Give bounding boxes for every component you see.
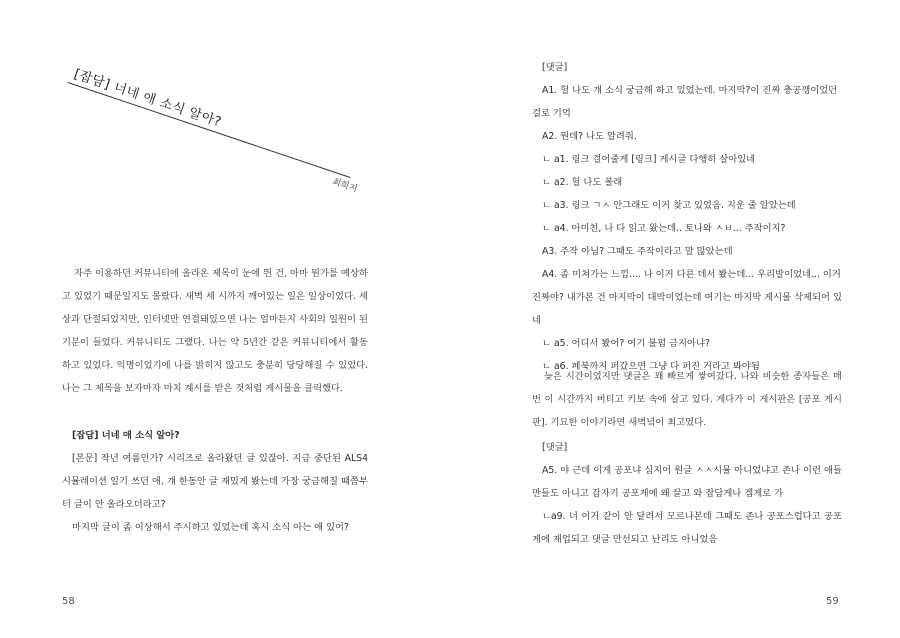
reply-arrow-icon: ㄴ [542, 177, 551, 188]
post-body-2: 마지막 글이 좀 이상해서 주시하고 있었는데 혹시 소식 아는 애 있어? [72, 522, 349, 533]
comment-reply: ㄴ a1. 링크 걸어줄게 [링크] 게시글 다행히 살아있네 [542, 154, 756, 165]
comment-reply: ㄴa9. 너 이거 같이 안 달려서 모르나본데 그때도 존나 공포스럽다고 공포게에 재업되고 댓글 만선되고 난리도 아니었음 [532, 511, 842, 545]
comment: A5. 야 근데 이게 공포냐 심지어 원글 ㅅㅅ시뮬 아니었냐고 존나 이런 애들 만들도 아니고 갑자기 공포게에 왜 끌고 와 잡담게나 겜게로 가 [532, 465, 842, 499]
reply-arrow-icon: ㄴ [542, 511, 551, 522]
author-name: 최희지 [330, 177, 359, 195]
page-number-left: 58 [62, 596, 75, 607]
comment: A3. 주작 아님? 그때도 주작이라고 말 많았는데 [542, 246, 733, 257]
reply-arrow-icon: ㄴ [542, 223, 551, 234]
forum-post [62, 424, 368, 539]
post-body: [본문] 작년 여름인가? 시리즈로 올라왔던 글 있잖아. 지금 중단된 ALS4 시뮬레이션 일기 쓰던 애. 걔 한동안 글 재밌게 봤는데 가장 궁금해질 때쯤부터 글이 안 올라오더라고? [62, 453, 368, 510]
right-body-paragraph: 늦은 시간이었지만 댓글은 꽤 빠르게 쌓여갔다. 나와 비슷한 종자들은 매번 이 시간까지 버티고 키보 속에 살고 있다. 게다가 이 게시판은 [공포 게시판]. 기묘한 이야기라면 새벽녘이 최고였다. [532, 371, 842, 429]
post-title: [잡담] 너네 애 소식 알아? [72, 430, 180, 441]
comment: A2. 뭔데? 나도 알려줘. [542, 131, 637, 142]
reply-arrow-icon: ㄴ [542, 361, 551, 372]
left-body-paragraph: 자주 이용하던 커뮤니티에 올라온 제목이 눈에 띈 건, 아마 뭔가를 예상하고 있었기 때문일지도 몰랐다. 새벽 세 시까지 깨어있는 일은 일상이었다. 세상과 단절되었지만, 인터넷만 연결돼있으면 나는 얼마든지 사회의 일원이 된 기분이 들었다. 커뮤니티도 그랬다. 나는 약 5년간 같은 커뮤니티에서 활동하고 있었다. 익명이었기에 나를 밝히지 않고도 충분히 당당해질 수 있었다. 나는 그 제목을 보자마자 마치 계시를 받은 것처럼 게시물을 클릭했다. [62, 268, 368, 394]
comments-section-2 [532, 436, 842, 551]
page-number-right: 59 [826, 596, 839, 607]
comment-reply: ㄴ a3. 링크 ㄱㅅ 안그래도 이거 찾고 있었음. 지운 줄 알았는데 [542, 200, 796, 211]
comment-reply: ㄴ a2. 헐 나도 볼래 [542, 177, 623, 188]
chapter-title: [잡담] 너네 애 소식 알아? [72, 66, 224, 131]
comment: A1. 헐 나도 걔 소식 궁금해 하고 있었는데. 마지막?이 진짜 충공깽이었던 걸로 기억 [532, 85, 838, 119]
comments-section-1 [532, 56, 842, 378]
comment-reply: ㄴ a6. 페북까지 퍼갔으면 그냥 다 퍼진 거라고 봐야됨 [542, 361, 760, 372]
title-diagonal-rule [68, 82, 351, 178]
reply-arrow-icon: ㄴ [542, 200, 551, 211]
comment-reply: ㄴ a4. 아미친, 나 다 읽고 왔는데.. 토나와 ㅅㅂ... 주작이지? [542, 223, 786, 234]
reply-arrow-icon: ㄴ [542, 154, 551, 165]
comment-reply: ㄴ a5. 어디서 봤어? 여기 불펌 금지아냐? [542, 338, 710, 349]
comment: A4. 좀 미쳐가는 느낌.... 나 이거 다른 데서 봤는데... 우리발이었네... 이거 진짜야? 내가본 건 마지막이 대박이었는데 여기는 마지막 게시물 삭제되어 있네 [532, 269, 842, 326]
reply-arrow-icon: ㄴ [542, 338, 551, 349]
comments-label: [댓글] [542, 62, 568, 73]
comments-label: [댓글] [542, 442, 568, 453]
